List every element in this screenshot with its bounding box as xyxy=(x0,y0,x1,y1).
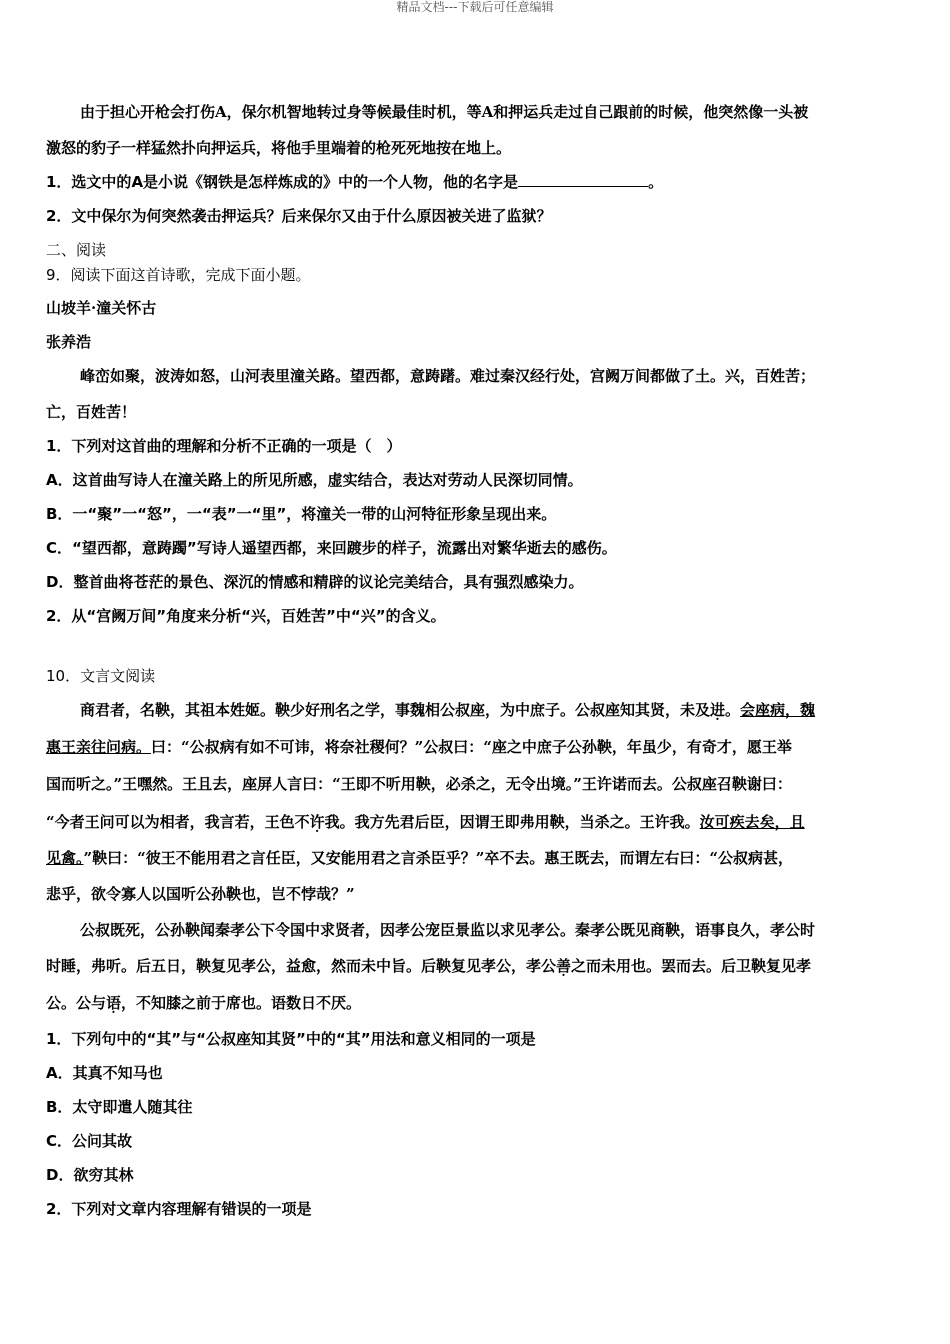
question-a2: 2．文中保尔为何突然袭击押运兵？后来保尔又由于什么原因被关进了监狱？ xyxy=(46,207,552,225)
option-b: B．太守即遣人随其往 xyxy=(46,1098,193,1116)
wenyan-line xyxy=(46,848,904,868)
dotted-word: 善 xyxy=(556,957,572,975)
answer-blank xyxy=(518,172,648,187)
wenyan-line: 悲乎，欲令寡人以国听公孙鞅也，岂不悖哉？” xyxy=(46,885,355,903)
dotted-word: 许 xyxy=(309,813,325,831)
wenyan-text: 公。公与 xyxy=(46,994,107,1012)
option-c: C．公问其故 xyxy=(46,1132,133,1150)
question-10-2: 2．下列对文章内容理解有错误的一项是 xyxy=(46,1200,312,1218)
underlined-text: 见禽。 xyxy=(46,849,84,867)
underlined-text: 惠王亲往问病。 xyxy=(46,738,152,756)
option-a: A．这首曲写诗人在潼关路上的所见所感，虚实结合，表达对劳动人民深切同情。 xyxy=(46,471,583,489)
option-d: D．整首曲将苍茫的景色、深沉的情感和精辟的议论完美结合，具有强烈感染力。 xyxy=(46,573,584,591)
wenyan-text: 之而未用也。罢而去。后卫鞅复见孝 xyxy=(571,957,812,975)
wenyan-text: 。 xyxy=(725,701,741,719)
wenyan-line xyxy=(80,700,904,720)
dotted-word: 语 xyxy=(106,994,122,1012)
poem-line: 亡，百姓苦！ xyxy=(46,403,137,421)
poem-line: 峰峦如聚，波涛如怒，山河表里潼关路。望西都，意踌躇。难过秦汉经行处，宫阙万间都做了土。兴，百姓苦； xyxy=(80,367,816,385)
wenyan-text: 曰：“公叔病有如不可讳，将奈社稷何？”公叔曰：“座之中庶子公孙鞅，年虽少，有奇才，愿王举 xyxy=(151,738,792,756)
wenyan-text: ”鞅曰：“彼王不能用君之言任臣，又安能用君之言杀臣乎？”卒不去。惠王既去，而谓左右曰：“公叔病甚， xyxy=(83,849,794,867)
option-d: D．欲穷其林 xyxy=(46,1166,134,1184)
poem-author: 张养浩 xyxy=(46,333,92,351)
poem-title: 山坡羊·潼关怀古 xyxy=(46,299,157,317)
section-heading: 二、阅读 xyxy=(46,241,107,259)
wenyan-line xyxy=(46,737,904,757)
question-9: 9．阅读下面这首诗歌，完成下面小题。 xyxy=(46,266,311,284)
wenyan-line xyxy=(46,812,904,832)
option-c: C．“望西都，意踌躅”写诗人遥望西都，来回踱步的样子，流露出对繁华逝去的感伤。 xyxy=(46,539,617,557)
wenyan-text: 我。我方先君后臣，因谓王即弗用鞅，当杀之。王许我。 xyxy=(324,813,700,831)
wenyan-text: “今者王问可以为相者，我言若，王色不 xyxy=(46,813,310,831)
wenyan-line xyxy=(46,956,904,976)
question-9-2: 2．从“宫阙万间”角度来分析“兴，百姓苦”中“兴”的含义。 xyxy=(46,607,446,625)
dotted-word: 进 xyxy=(710,701,726,719)
underlined-text: 会座病，魏 xyxy=(740,701,816,719)
wenyan-line xyxy=(46,993,904,1013)
option-a: A．其真不知马也 xyxy=(46,1064,163,1082)
question-9-1: 1．下列对这首曲的理解和分析不正确的一项是（ ） xyxy=(46,437,402,455)
page-header: 精品文档---下载后可任意编辑 xyxy=(396,0,554,14)
wenyan-line: 国而听之。”王嘿然。王且去，座屏人言曰：“王即不听用鞅，必杀之，无令出境。”王许诺而去。公叔座召鞅谢曰： xyxy=(46,775,792,793)
question-10: 10．文言文阅读 xyxy=(46,667,156,685)
question-10-1: 1．下列句中的“其”与“公叔座知其贤”中的“其”用法和意义相同的一项是 xyxy=(46,1030,536,1048)
option-b: B．一“聚”一“怒”，一“表”一“里”，将潼关一带的山河特征形象呈现出来。 xyxy=(46,505,557,523)
question-a1-text: 1．选文中的A是小说《钢铁是怎样炼成的》中的一个人物，他的名字是 xyxy=(46,173,519,191)
wenyan-text: 商君者，名鞅，其祖本姓姬。鞅少好刑名之学，事魏相公叔座，为中庶子。公叔座知其贤，未及 xyxy=(80,701,711,719)
passage-line: 由于担心开枪会打伤A，保尔机智地转过身等候最佳时机，等A和押运兵走过自己跟前的时候，他突然像一头被 xyxy=(80,103,809,121)
passage-line: 激怒的豹子一样猛然扑向押运兵，将他手里端着的枪死死地按在地上。 xyxy=(46,139,512,157)
wenyan-line: 公叔既死，公孙鞅闻秦孝公下令国中求贤者，因孝公宠臣景监以求见孝公。秦孝公既见商鞅，语事良久，孝公时 xyxy=(80,921,816,939)
underlined-text: 汝可疾去矣，且 xyxy=(699,813,805,831)
wenyan-text: 时睡，弗听。后五日，鞅复见孝公，益愈，然而未中旨。后鞅复见孝公，孝公 xyxy=(46,957,557,975)
wenyan-text: ，不知膝之前于席也。语数日不厌。 xyxy=(121,994,362,1012)
question-a1-end: 。 xyxy=(648,173,664,191)
question-a1 xyxy=(46,172,904,192)
